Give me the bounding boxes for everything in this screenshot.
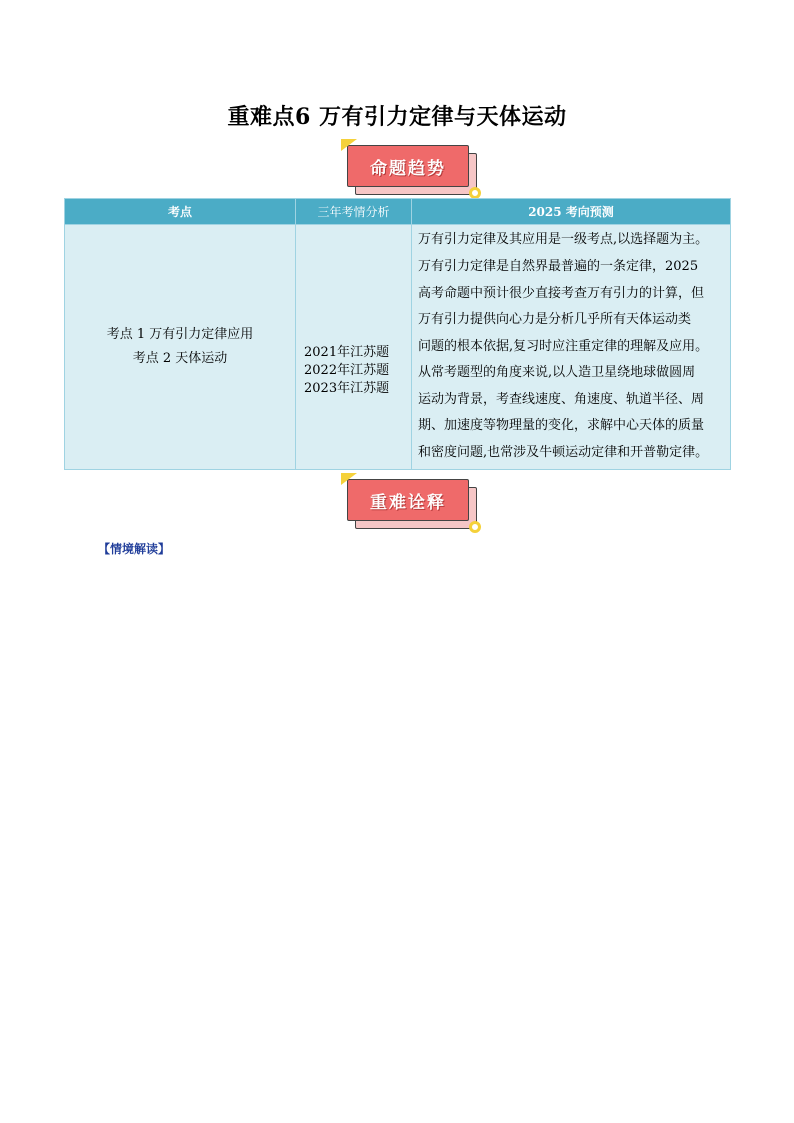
exam-analysis-table [64,198,731,470]
exam-point-1: 考点 1 万有引力定律应用 [106,327,254,342]
forecast-line: 万有引力定律是自然界最普遍的一条定律，2025 [418,258,699,274]
badge-explain [347,479,475,529]
table-row [65,225,731,470]
badge-explain-label: 重难诠释 [370,492,446,513]
forecast-cell [412,225,731,470]
exam-point-2: 考点 2 天体运动 [132,351,228,366]
header-three-year-analysis: 三年考情分析 [296,199,412,225]
year-2021: 2021年江苏题 [304,345,390,360]
badge-face [347,479,469,521]
flag-icon [341,473,357,485]
table-header-row [65,199,731,225]
flag-icon [341,139,357,151]
header-2025-forecast: 2025 考向预测 [412,199,731,225]
forecast-line: 万有引力定律及其应用是一级考点,以选择题为主。 [418,232,709,248]
badge-face [347,145,469,187]
badge-trend [347,145,475,195]
forecast-line: 期、加速度等物理量的变化，求解中心天体的质量 [418,418,705,434]
forecast-line: 从常考题型的角度来说,以人造卫星绕地球做圆周 [418,365,696,381]
forecast-line: 和密度问题,也常涉及牛顿运动定律和开普勒定律。 [418,445,709,461]
forecast-line: 万有引力提供向心力是分析几乎所有天体运动类 [418,312,692,328]
exam-points-cell [65,225,296,470]
year-2022: 2022年江苏题 [304,363,390,378]
forecast-line: 问题的根本依据,复习时应注重定律的理解及应用。 [418,338,709,354]
badge-trend-label: 命题趋势 [370,158,446,179]
page-title: 重难点6 万有引力定律与天体运动 [227,104,567,130]
section-tag-scenario: 【情境解读】 [98,542,171,556]
ring-icon [469,521,481,533]
forecast-line: 高考命题中预计很少直接考查万有引力的计算，但 [418,285,705,301]
year-analysis-cell [296,225,412,470]
year-2023: 2023年江苏题 [304,381,390,396]
header-exam-point: 考点 [65,199,296,225]
forecast-line: 运动为背景，考查线速度、角速度、轨道半径、周 [418,391,705,407]
